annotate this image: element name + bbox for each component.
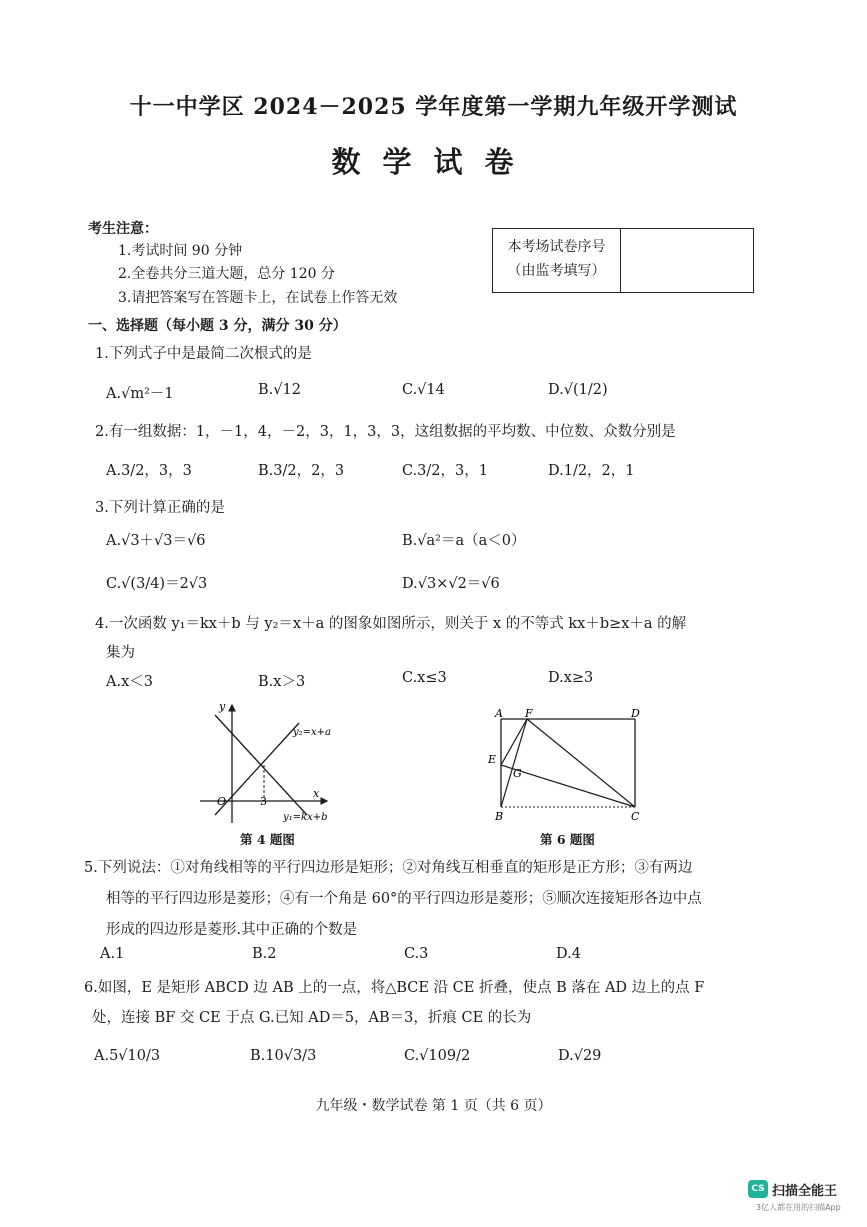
tick-label: 3 [260, 795, 267, 808]
option-a: A.x＜3 [106, 674, 153, 690]
option-d: D.√(1/2) [548, 382, 608, 398]
line-y2-label: y₂=x+a [293, 727, 332, 738]
figure-4-caption: 第 4 题图 [240, 832, 295, 847]
exam-title: 十一中学区 2024－2025 学年度第一学期九年级开学测试 [129, 94, 738, 120]
option-b: B.2 [252, 946, 277, 962]
scanner-name: 扫描全能王 [772, 1184, 838, 1199]
option-b: B.x＞3 [258, 674, 306, 690]
point-f-label: F [525, 707, 533, 720]
option-b: B.3/2，2，3 [258, 463, 345, 479]
x-axis-label: x [313, 787, 320, 800]
segment-fc [527, 719, 635, 807]
question-stem: 6.如图，E 是矩形 ABCD 边 AB 上的一点，将△BCE 沿 CE 折叠，使点 B 落在 AD 边上的点 F [84, 980, 705, 996]
point-a-label: A [495, 707, 503, 720]
scanner-watermark [748, 1180, 858, 1220]
segment-bf [501, 719, 527, 807]
point-b-label: B [495, 810, 504, 823]
option-b: B.√a²＝a（a＜0） [402, 533, 526, 549]
section-heading: 一、选择题（每小题 3 分，满分 30 分） [88, 318, 347, 334]
option-c: C.√(3/4)＝2√3 [106, 576, 208, 592]
serial-label-line1: 本考场试卷序号 [507, 239, 606, 255]
origin-label: O [217, 795, 227, 808]
question-stem-cont: 形成的四边形是菱形.其中正确的个数是 [106, 922, 358, 938]
option-d: D.1/2，2，1 [548, 463, 635, 479]
option-a: A.5√10/3 [94, 1048, 161, 1064]
option-a: A.1 [100, 946, 125, 962]
scanner-logo-icon: CS [748, 1180, 768, 1198]
option-d: D.4 [556, 946, 581, 962]
point-g-label: G [513, 767, 522, 780]
point-e-label: E [488, 753, 497, 766]
option-b: B.10√3/3 [250, 1048, 317, 1064]
line-y1-label: y₁=kx+b [283, 812, 328, 823]
question-stem-cont: 相等的平行四边形是菱形；④有一个角是 60°的平行四边形是菱形；⑤顺次连接矩形各边中点 [106, 891, 702, 907]
serial-label [493, 229, 621, 292]
notice-item: 1.考试时间 90 分钟 [118, 243, 243, 259]
question-stem: 2.有一组数据：1，－1，4，－2，3，1，3，3，这组数据的平均数、中位数、众数分别是 [95, 424, 676, 440]
option-c: C.3 [404, 946, 429, 962]
option-d: D.√3×√2＝√6 [402, 576, 500, 592]
question-stem-cont: 集为 [106, 645, 135, 661]
option-d: D.√29 [558, 1048, 602, 1064]
option-a: A.3/2，3，3 [106, 463, 192, 479]
figure-6-caption: 第 6 题图 [540, 832, 595, 847]
page-footer: 九年级・数学试卷 第 1 页（共 6 页） [315, 1098, 552, 1114]
exam-subtitle: 数学试卷 [331, 145, 536, 179]
y-axis-label: y [219, 700, 226, 713]
question-stem: 4.一次函数 y₁＝kx＋b 与 y₂＝x＋a 的图象如图所示，则关于 x 的不等式 kx＋b≥x＋a 的解 [95, 616, 687, 632]
option-c: C.√14 [402, 382, 445, 398]
question-stem: 5.下列说法：①对角线相等的平行四边形是矩形；②对角线互相垂直的矩形是正方形；③有两边 [84, 860, 693, 876]
point-c-label: C [631, 810, 640, 823]
serial-fill-area [623, 229, 753, 292]
scanner-tagline: 3亿人都在用的扫描App [756, 1203, 841, 1212]
figure-4-graph [195, 695, 355, 830]
serial-label-line2: （由监考填写） [507, 263, 606, 279]
point-d-label: D [631, 707, 640, 720]
question-stem-cont: 处，连接 BF 交 CE 于点 G.已知 AD＝5，AB＝3，折痕 CE 的长为 [92, 1010, 532, 1026]
serial-number-box [492, 228, 754, 293]
option-c: C.x≤3 [402, 670, 447, 686]
question-stem: 3.下列计算正确的是 [95, 500, 225, 516]
figure-6-diagram [485, 705, 645, 825]
question-stem: 1.下列式子中是最简二次根式的是 [95, 346, 312, 362]
notice-item: 3.请把答案写在答题卡上，在试卷上作答无效 [118, 290, 398, 306]
segment-ef [501, 719, 527, 765]
notice-heading: 考生注意： [88, 221, 158, 237]
option-b: B.√12 [258, 382, 301, 398]
option-c: C.3/2，3，1 [402, 463, 488, 479]
option-d: D.x≥3 [548, 670, 594, 686]
option-c: C.√109/2 [404, 1048, 471, 1064]
option-a: A.√m²－1 [106, 386, 174, 402]
notice-item: 2.全卷共分三道大题，总分 120 分 [118, 266, 335, 282]
option-a: A.√3＋√3＝√6 [106, 533, 206, 549]
